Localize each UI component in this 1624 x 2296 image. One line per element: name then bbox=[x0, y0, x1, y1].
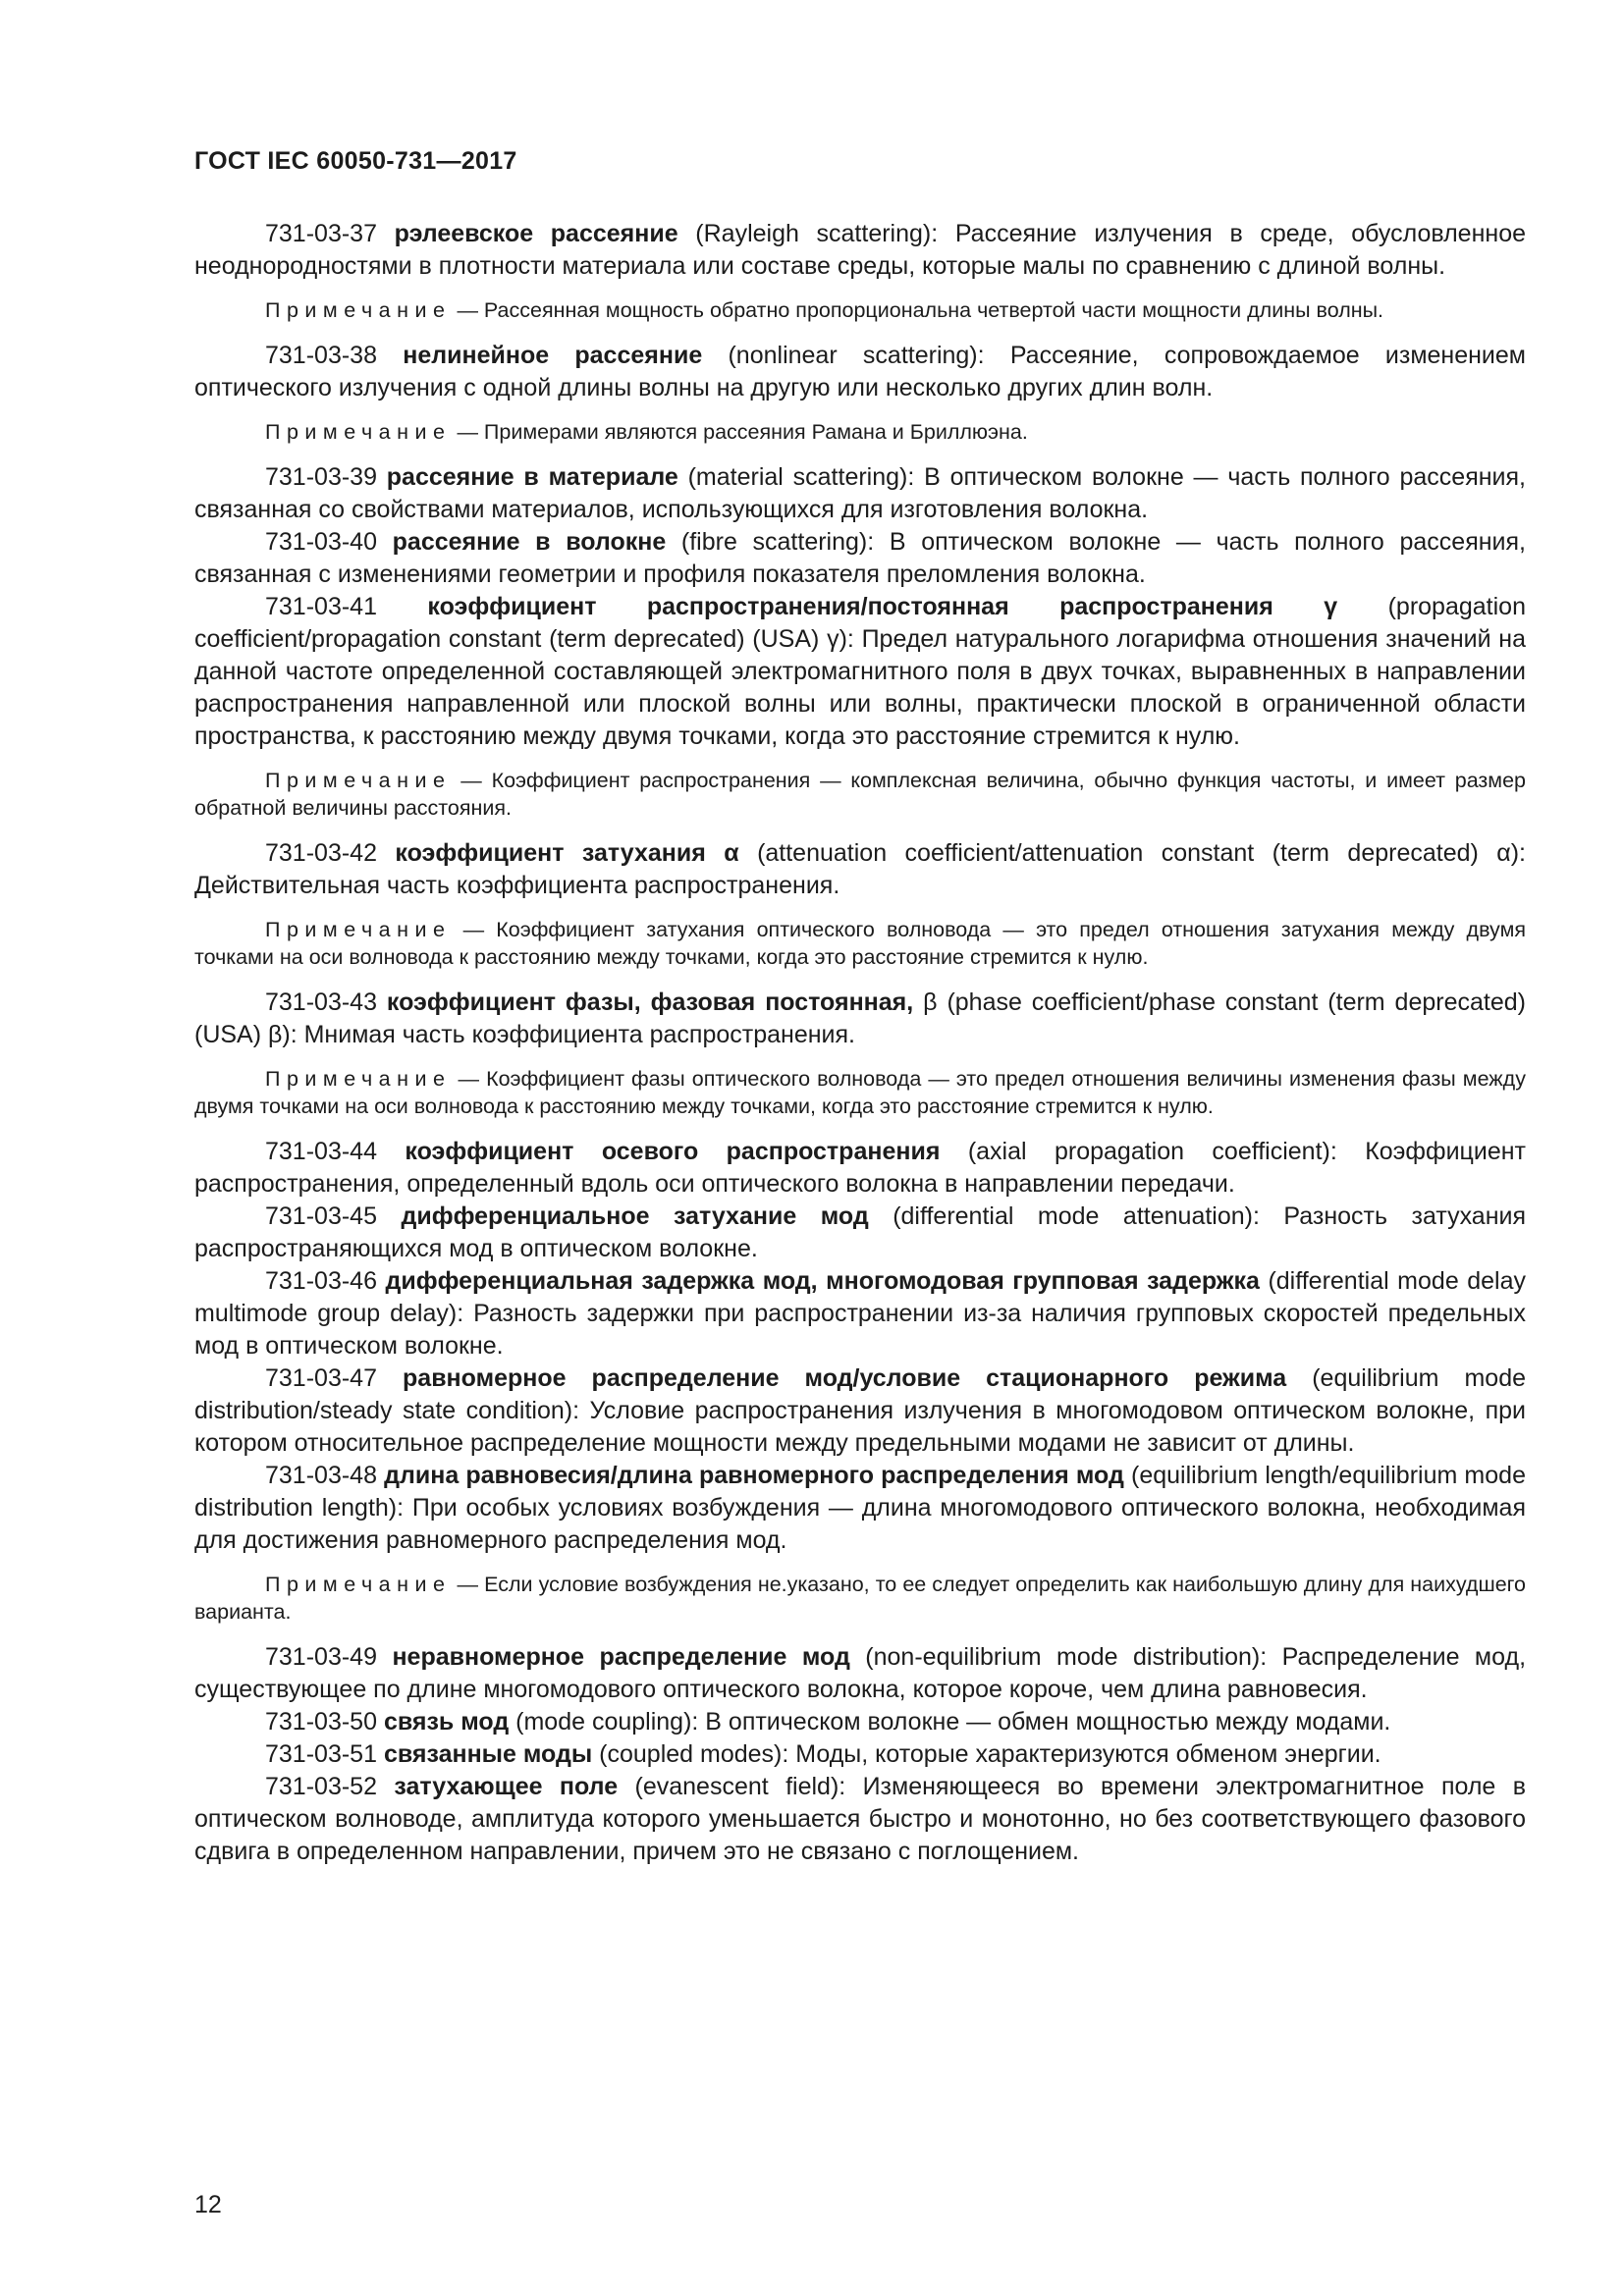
note-text: — Коэффициент затухания оптического волновода — это предел отношения затухания между двумя точками на оси волновода к расстоянию между точками, когда это расстояние стремится к нулю. bbox=[194, 918, 1526, 969]
entry-number: 731-03-37 bbox=[265, 220, 377, 247]
entry-number: 731-03-43 bbox=[265, 988, 377, 1016]
term-entry-46 bbox=[194, 1265, 1526, 1362]
note-43 bbox=[194, 1065, 1526, 1120]
term-entry-48 bbox=[194, 1460, 1526, 1557]
term-entry-50 bbox=[194, 1706, 1526, 1738]
term-entry-38 bbox=[194, 340, 1526, 404]
term-entry-40 bbox=[194, 526, 1526, 591]
term-entry-47 bbox=[194, 1362, 1526, 1460]
entry-definition: (differential mode delay multimode group delay): Разность задержки при распространении из-за наличия групповых скоростей предельных мод в оптическом волокне. bbox=[194, 1267, 1526, 1360]
page-number: 12 bbox=[194, 2191, 222, 2218]
entry-term: дифференциальная задержка мод, многомодовая групповая задержка bbox=[385, 1267, 1260, 1295]
document-code: ГОСТ IEC 60050-731—2017 bbox=[194, 147, 517, 175]
note-text: — Рассеянная мощность обратно пропорциональна четвертой части мощности длины волны. bbox=[457, 298, 1384, 322]
document-page bbox=[194, 0, 1526, 2296]
entry-term: коэффициент осевого распространения bbox=[405, 1138, 941, 1165]
term-entry-52 bbox=[194, 1771, 1526, 1868]
entry-definition: (material scattering): В оптическом волокне — часть полного рассеяния, связанная со свойствами материалов, использующихся для изготовления волокна. bbox=[194, 463, 1526, 523]
entry-term: неравномерное распределение мод bbox=[392, 1643, 850, 1671]
entry-term: затухающее поле bbox=[394, 1773, 619, 1800]
entry-term: связанные моды bbox=[383, 1740, 593, 1768]
term-entry-44 bbox=[194, 1136, 1526, 1201]
entry-definition: (attenuation coefficient/attenuation constant (term deprecated) α): Действительная часть коэффициента распространения. bbox=[194, 839, 1527, 899]
entry-number: 731-03-40 bbox=[265, 528, 377, 556]
entry-term: коэффициент затухания α bbox=[395, 839, 739, 867]
entry-definition: (non-equilibrium mode distribution): Распределение мод, существующее по длине многомодового оптического волокна, которое короче, чем длина равновесия. bbox=[194, 1643, 1527, 1703]
entry-definition: (evanescent field): Изменяющееся во времени электромагнитное поле в оптическом волноводе, амплитуда которого уменьшается быстро и монотонно, но без соответствующего фазового сдвига в определенном направлении, причем это не связано с поглощением. bbox=[194, 1773, 1526, 1865]
entry-number: 731-03-51 bbox=[265, 1740, 377, 1768]
term-entry-41 bbox=[194, 591, 1526, 753]
note-text: — Если условие возбуждения не.указано, то ее следует определить как наибольшую длину для наихудшего варианта. bbox=[194, 1573, 1526, 1624]
note-prefix: Примечание bbox=[265, 769, 452, 792]
note-48 bbox=[194, 1571, 1526, 1626]
entry-number: 731-03-45 bbox=[265, 1202, 377, 1230]
entry-number: 731-03-42 bbox=[265, 839, 377, 867]
entry-number: 731-03-39 bbox=[265, 463, 377, 491]
entry-number: 731-03-41 bbox=[265, 593, 377, 620]
entry-number: 731-03-46 bbox=[265, 1267, 377, 1295]
entry-term: длина равновесия/длина равномерного распределения мод bbox=[384, 1462, 1124, 1489]
term-entry-42 bbox=[194, 837, 1526, 902]
entry-term: коэффициент распространения/постоянная распространения γ bbox=[427, 593, 1338, 620]
entry-definition: (nonlinear scattering): Рассеяние, сопровождаемое изменением оптического излучения с одной длины волны на другую или несколько других длин волн. bbox=[194, 342, 1526, 401]
term-entry-43 bbox=[194, 987, 1526, 1051]
entry-definition: (axial propagation coefficient): Коэффициент распространения, определенный вдоль оси оптического волокна в направлении передачи. bbox=[194, 1138, 1526, 1198]
note-prefix: Примечание bbox=[265, 1067, 452, 1091]
entry-number: 731-03-52 bbox=[265, 1773, 377, 1800]
document-body bbox=[194, 218, 1526, 1868]
entry-term: рэлеевское рассеяние bbox=[394, 220, 678, 247]
note-41 bbox=[194, 767, 1526, 822]
entry-number: 731-03-38 bbox=[265, 342, 377, 369]
entry-definition: (fibre scattering): В оптическом волокне — часть полного рассеяния, связанная с изменениями геометрии и профиля показателя преломления волокна. bbox=[194, 528, 1526, 588]
term-entry-39 bbox=[194, 461, 1526, 526]
note-text: — Коэффициент фазы оптического волновода — это предел отношения величины изменения фазы между двумя точками на оси волновода к расстоянию между точками, когда это расстояние стремится к нулю. bbox=[194, 1067, 1526, 1118]
note-prefix: Примечание bbox=[265, 298, 452, 322]
entry-term: рассеяние в материале bbox=[386, 463, 678, 491]
term-entry-45 bbox=[194, 1201, 1526, 1265]
entry-definition: (equilibrium length/equilibrium mode distribution length): При особых условиях возбуждения — длина многомодового оптического волокна, необходимая для достижения равномерного распределения мод. bbox=[194, 1462, 1526, 1554]
note-37 bbox=[194, 296, 1526, 324]
note-42 bbox=[194, 916, 1526, 971]
entry-definition: (coupled modes): Моды, которые характеризуются обменом энергии. bbox=[599, 1740, 1381, 1768]
entry-definition: β (phase coefficient/phase constant (term deprecated) (USA) β): Мнимая часть коэффициента распространения. bbox=[194, 988, 1526, 1048]
entry-term: связь мод bbox=[383, 1708, 510, 1735]
entry-term: коэффициент фазы, фазовая постоянная, bbox=[386, 988, 914, 1016]
note-38 bbox=[194, 418, 1526, 446]
term-entry-51 bbox=[194, 1738, 1526, 1771]
term-entry-49 bbox=[194, 1641, 1526, 1706]
entry-definition: (Rayleigh scattering): Рассеяние излучения в среде, обусловленное неоднородностями в плотности материала или составе среды, которые малы по сравнению с длиной волны. bbox=[194, 220, 1526, 280]
entry-number: 731-03-50 bbox=[265, 1708, 377, 1735]
entry-number: 731-03-48 bbox=[265, 1462, 377, 1489]
entry-number: 731-03-44 bbox=[265, 1138, 377, 1165]
note-prefix: Примечание bbox=[265, 420, 452, 444]
entry-term: дифференциальное затухание мод bbox=[401, 1202, 869, 1230]
note-text: — Коэффициент распространения — комплексная величина, обычно функция частоты, и имеет размер обратной величины расстояния. bbox=[194, 769, 1526, 820]
entry-term: равномерное распределение мод/условие стационарного режима bbox=[403, 1364, 1287, 1392]
entry-definition: (propagation coefficient/propagation constant (term deprecated) (USA) γ): Предел натурального логарифма отношения значений на данной частоте определенной составляющей электромагнитного поля в двух точках, выравненных в направлении распространения направленной или плоской волны или волны, практически плоской в ограниченной области пространства, к расстоянию между двумя точками, когда это расстояние стремится к нулю. bbox=[194, 593, 1526, 750]
term-entry-37 bbox=[194, 218, 1526, 283]
note-prefix: Примечание bbox=[265, 918, 452, 941]
entry-definition: (differential mode attenuation): Разность затухания распространяющихся мод в оптическом волокне. bbox=[194, 1202, 1526, 1262]
entry-number: 731-03-49 bbox=[265, 1643, 377, 1671]
entry-number: 731-03-47 bbox=[265, 1364, 377, 1392]
note-text: — Примерами являются рассеяния Рамана и Бриллюэна. bbox=[457, 420, 1028, 444]
note-prefix: Примечание bbox=[265, 1573, 452, 1596]
entry-term: нелинейное рассеяние bbox=[403, 342, 703, 369]
entry-definition: (mode coupling): В оптическом волокне — обмен мощностью между модами. bbox=[515, 1708, 1391, 1735]
entry-term: рассеяние в волокне bbox=[392, 528, 667, 556]
entry-definition: (equilibrium mode distribution/steady state condition): Условие распространения излучения в многомодовом оптическом волокне, при котором относительное распределение мощности между предельными модами не зависит от длины. bbox=[194, 1364, 1526, 1457]
